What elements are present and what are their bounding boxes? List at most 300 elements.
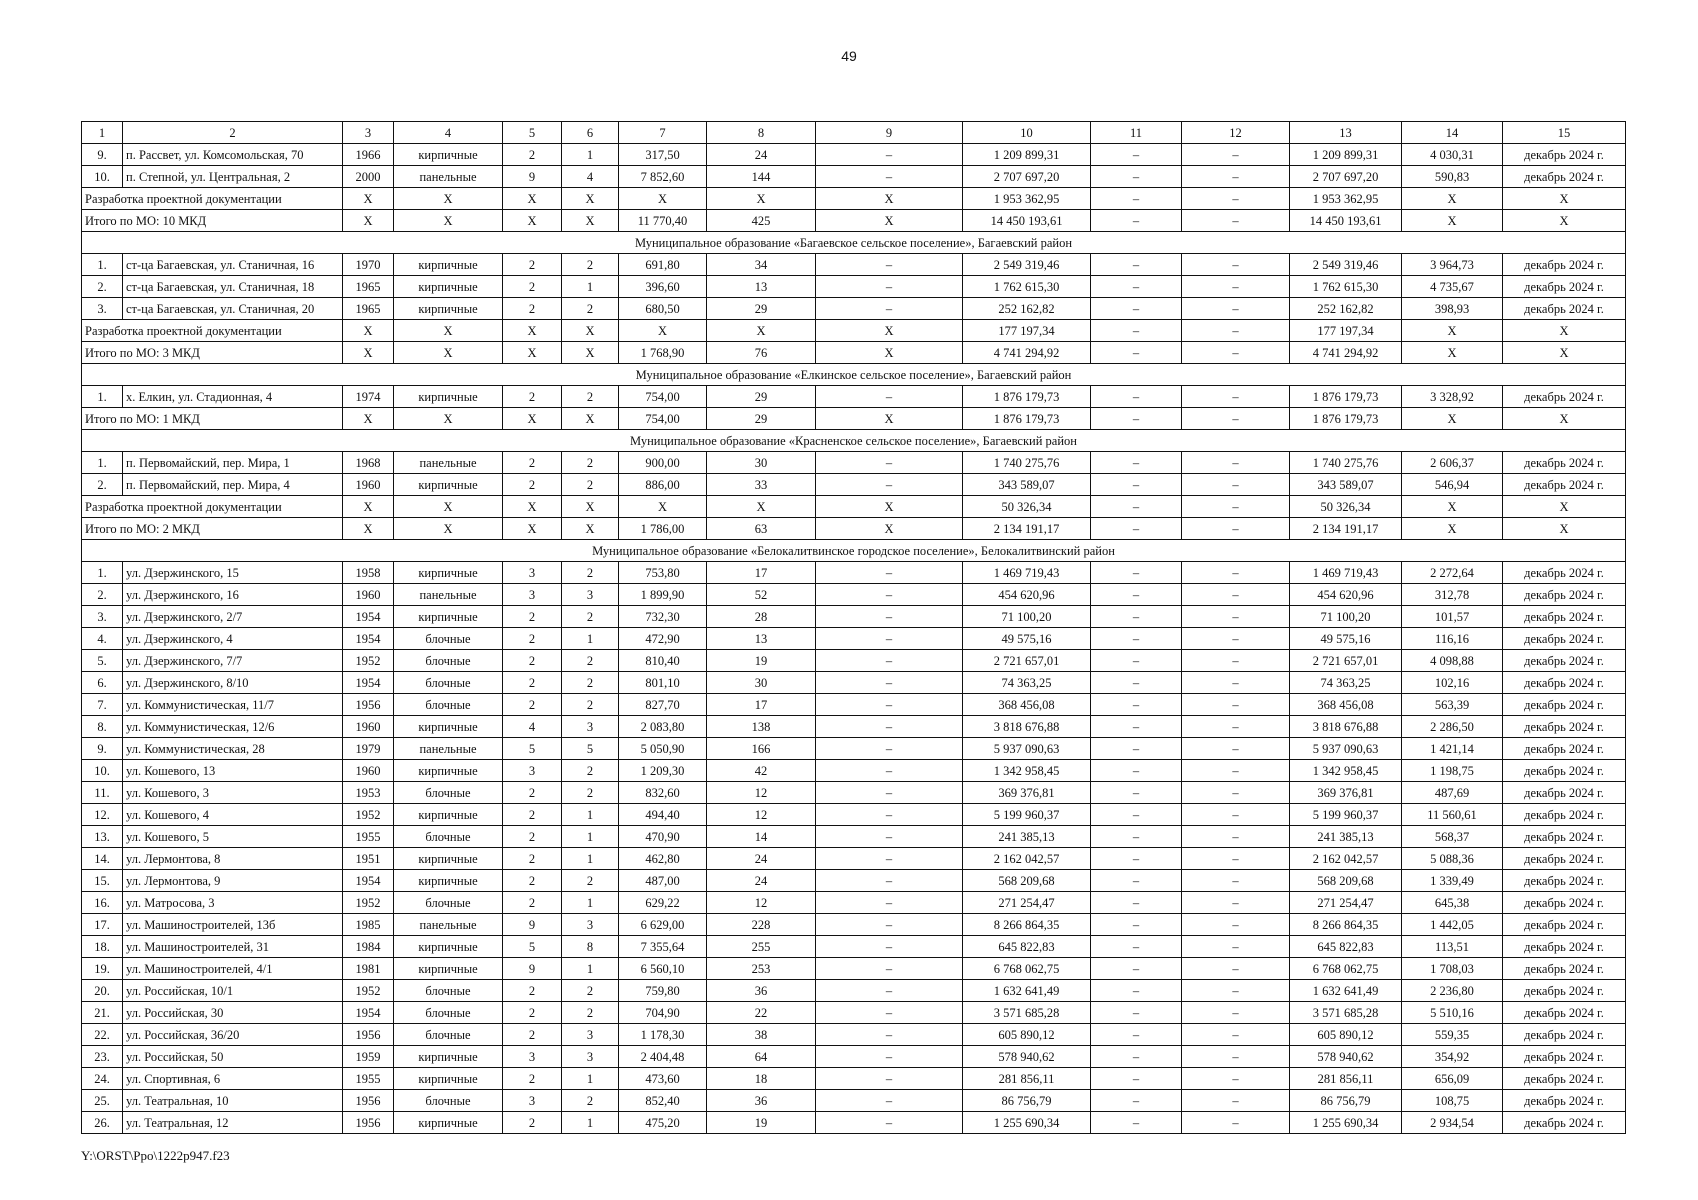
cell-c6: 2 — [562, 650, 619, 672]
cell-c15: декабрь 2024 г. — [1503, 298, 1626, 320]
cell-c8: 64 — [707, 1046, 816, 1068]
cell-c13: 1 876 179,73 — [1290, 386, 1402, 408]
cell-c8: 29 — [707, 386, 816, 408]
cell-c4: X — [394, 496, 503, 518]
cell-c8: 12 — [707, 804, 816, 826]
cell-c7: 487,00 — [619, 870, 707, 892]
cell-c13: 2 549 319,46 — [1290, 254, 1402, 276]
cell-c10: 252 162,82 — [963, 298, 1091, 320]
cell-c15: X — [1503, 320, 1626, 342]
cell-c6: 2 — [562, 672, 619, 694]
cell-c13: 49 575,16 — [1290, 628, 1402, 650]
cell-c3: 1952 — [343, 804, 394, 826]
cell-c7: 462,80 — [619, 848, 707, 870]
table-row — [82, 606, 1626, 628]
building-address: п. Рассвет, ул. Комсомольская, 70 — [123, 144, 343, 166]
cell-c10: 605 890,12 — [963, 1024, 1091, 1046]
cell-c9: – — [816, 694, 963, 716]
cell-c7: 472,90 — [619, 628, 707, 650]
building-address: п. Первомайский, пер. Мира, 1 — [123, 452, 343, 474]
table-row — [82, 1068, 1626, 1090]
cell-c7: 732,30 — [619, 606, 707, 628]
building-address: ул. Машиностроителей, 13б — [123, 914, 343, 936]
cell-c7: 1 786,00 — [619, 518, 707, 540]
cell-c7: 470,90 — [619, 826, 707, 848]
building-address: п. Степной, ул. Центральная, 2 — [123, 166, 343, 188]
building-address: п. Первомайский, пер. Мира, 4 — [123, 474, 343, 496]
cell-c12: – — [1182, 254, 1290, 276]
summary-label: Итого по МО: 3 МКД — [82, 342, 343, 364]
cell-c8: 12 — [707, 782, 816, 804]
table-row — [82, 804, 1626, 826]
cell-c10: 86 756,79 — [963, 1090, 1091, 1112]
cell-c9: – — [816, 584, 963, 606]
cell-c13: 281 856,11 — [1290, 1068, 1402, 1090]
cell-c3: 1958 — [343, 562, 394, 584]
table-row — [82, 386, 1626, 408]
column-number-7: 7 — [619, 122, 707, 144]
cell-c11: – — [1091, 936, 1182, 958]
building-address: ул. Дзержинского, 7/7 — [123, 650, 343, 672]
municipality-title: Муниципальное образование «Багаевское сельское поселение», Багаевский район — [82, 232, 1626, 254]
cell-c13: 2 134 191,17 — [1290, 518, 1402, 540]
cell-c7: 629,22 — [619, 892, 707, 914]
cell-c14: 312,78 — [1402, 584, 1503, 606]
column-number-14: 14 — [1402, 122, 1503, 144]
summary-label: Разработка проектной документации — [82, 188, 343, 210]
cell-c15: декабрь 2024 г. — [1503, 386, 1626, 408]
cell-c15: декабрь 2024 г. — [1503, 606, 1626, 628]
cell-c5: X — [503, 342, 562, 364]
cell-c8: 228 — [707, 914, 816, 936]
table-row — [82, 562, 1626, 584]
cell-c5: 2 — [503, 694, 562, 716]
table-row — [82, 716, 1626, 738]
cell-c9: – — [816, 936, 963, 958]
cell-c11: – — [1091, 298, 1182, 320]
cell-c10: 343 589,07 — [963, 474, 1091, 496]
cell-c9: – — [816, 1112, 963, 1134]
cell-c8: 42 — [707, 760, 816, 782]
cell-c15: декабрь 2024 г. — [1503, 474, 1626, 496]
cell-c13: 1 209 899,31 — [1290, 144, 1402, 166]
row-number: 3. — [82, 298, 123, 320]
cell-c5: 2 — [503, 804, 562, 826]
cell-c10: 1 632 641,49 — [963, 980, 1091, 1002]
cell-c9: – — [816, 606, 963, 628]
cell-c6: 2 — [562, 1090, 619, 1112]
cell-c14: 563,39 — [1402, 694, 1503, 716]
row-number: 11. — [82, 782, 123, 804]
column-number-12: 12 — [1182, 122, 1290, 144]
cell-c6: 3 — [562, 1024, 619, 1046]
cell-c12: – — [1182, 672, 1290, 694]
table-row — [82, 144, 1626, 166]
building-address: ул. Российская, 30 — [123, 1002, 343, 1024]
cell-c9: – — [816, 870, 963, 892]
building-address: ул. Российская, 10/1 — [123, 980, 343, 1002]
cell-c8: 36 — [707, 1090, 816, 1112]
cell-c9: – — [816, 562, 963, 584]
row-number: 22. — [82, 1024, 123, 1046]
cell-c11: – — [1091, 958, 1182, 980]
cell-c9: – — [816, 628, 963, 650]
table-row — [82, 276, 1626, 298]
cell-c10: 6 768 062,75 — [963, 958, 1091, 980]
cell-c13: 2 162 042,57 — [1290, 848, 1402, 870]
cell-c7: 754,00 — [619, 408, 707, 430]
cell-c15: декабрь 2024 г. — [1503, 936, 1626, 958]
row-number: 10. — [82, 166, 123, 188]
cell-c5: 2 — [503, 1024, 562, 1046]
cell-c4: блочные — [394, 1090, 503, 1112]
row-number: 14. — [82, 848, 123, 870]
cell-c3: 1952 — [343, 892, 394, 914]
summary-row — [82, 408, 1626, 430]
cell-c3: 1956 — [343, 694, 394, 716]
cell-c6: 2 — [562, 870, 619, 892]
cell-c13: 5 199 960,37 — [1290, 804, 1402, 826]
cell-c6: 1 — [562, 804, 619, 826]
cell-c15: декабрь 2024 г. — [1503, 1068, 1626, 1090]
cell-c14: X — [1402, 496, 1503, 518]
cell-c15: декабрь 2024 г. — [1503, 166, 1626, 188]
cell-c11: – — [1091, 342, 1182, 364]
cell-c13: 252 162,82 — [1290, 298, 1402, 320]
cell-c10: 8 266 864,35 — [963, 914, 1091, 936]
cell-c5: 9 — [503, 166, 562, 188]
cell-c7: 11 770,40 — [619, 210, 707, 232]
cell-c5: 2 — [503, 1002, 562, 1024]
cell-c6: 8 — [562, 936, 619, 958]
cell-c11: – — [1091, 782, 1182, 804]
cell-c14: 1 339,49 — [1402, 870, 1503, 892]
cell-c8: 29 — [707, 408, 816, 430]
cell-c9: – — [816, 276, 963, 298]
row-number: 26. — [82, 1112, 123, 1134]
building-address: ул. Кошевого, 5 — [123, 826, 343, 848]
cell-c10: 1 876 179,73 — [963, 408, 1091, 430]
cell-c8: 30 — [707, 672, 816, 694]
cell-c12: – — [1182, 892, 1290, 914]
cell-c3: X — [343, 210, 394, 232]
cell-c6: 3 — [562, 716, 619, 738]
cell-c8: 425 — [707, 210, 816, 232]
cell-c7: 1 178,30 — [619, 1024, 707, 1046]
table-row — [82, 848, 1626, 870]
building-address: ул. Кошевого, 3 — [123, 782, 343, 804]
cell-c9: – — [816, 474, 963, 496]
cell-c9: – — [816, 672, 963, 694]
row-number: 3. — [82, 606, 123, 628]
cell-c4: панельные — [394, 166, 503, 188]
cell-c5: 2 — [503, 276, 562, 298]
table-row — [82, 584, 1626, 606]
cell-c12: – — [1182, 650, 1290, 672]
cell-c9: – — [816, 826, 963, 848]
column-number-13: 13 — [1290, 122, 1402, 144]
cell-c3: 1981 — [343, 958, 394, 980]
cell-c14: 590,83 — [1402, 166, 1503, 188]
cell-c13: 368 456,08 — [1290, 694, 1402, 716]
cell-c3: 1954 — [343, 870, 394, 892]
cell-c15: декабрь 2024 г. — [1503, 254, 1626, 276]
cell-c3: X — [343, 320, 394, 342]
cell-c12: – — [1182, 452, 1290, 474]
cell-c7: 475,20 — [619, 1112, 707, 1134]
cell-c15: X — [1503, 210, 1626, 232]
cell-c12: – — [1182, 408, 1290, 430]
row-number: 20. — [82, 980, 123, 1002]
summary-label: Разработка проектной документации — [82, 496, 343, 518]
cell-c14: 1 708,03 — [1402, 958, 1503, 980]
cell-c9: – — [816, 738, 963, 760]
cell-c13: 1 342 958,45 — [1290, 760, 1402, 782]
cell-c4: X — [394, 210, 503, 232]
row-number: 16. — [82, 892, 123, 914]
cell-c14: X — [1402, 342, 1503, 364]
cell-c10: 71 100,20 — [963, 606, 1091, 628]
cell-c9: – — [816, 980, 963, 1002]
cell-c4: блочные — [394, 650, 503, 672]
cell-c7: 1 768,90 — [619, 342, 707, 364]
cell-c15: декабрь 2024 г. — [1503, 804, 1626, 826]
cell-c15: декабрь 2024 г. — [1503, 760, 1626, 782]
cell-c9: – — [816, 848, 963, 870]
cell-c8: 255 — [707, 936, 816, 958]
cell-c13: 1 876 179,73 — [1290, 408, 1402, 430]
cell-c9: – — [816, 254, 963, 276]
cell-c3: 1956 — [343, 1112, 394, 1134]
cell-c6: 3 — [562, 1046, 619, 1068]
cell-c14: 11 560,61 — [1402, 804, 1503, 826]
cell-c12: – — [1182, 1090, 1290, 1112]
cell-c10: 49 575,16 — [963, 628, 1091, 650]
table-row — [82, 738, 1626, 760]
cell-c15: декабрь 2024 г. — [1503, 584, 1626, 606]
cell-c15: X — [1503, 496, 1626, 518]
cell-c8: X — [707, 496, 816, 518]
cell-c12: – — [1182, 342, 1290, 364]
cell-c8: 13 — [707, 628, 816, 650]
cell-c3: 1952 — [343, 650, 394, 672]
cell-c9: – — [816, 650, 963, 672]
cell-c7: X — [619, 320, 707, 342]
cell-c14: 4 098,88 — [1402, 650, 1503, 672]
building-address: ул. Кошевого, 13 — [123, 760, 343, 782]
building-address: ул. Коммунистическая, 28 — [123, 738, 343, 760]
cell-c13: 271 254,47 — [1290, 892, 1402, 914]
cell-c14: 108,75 — [1402, 1090, 1503, 1112]
cell-c8: 24 — [707, 870, 816, 892]
cell-c9: – — [816, 1002, 963, 1024]
cell-c11: – — [1091, 1090, 1182, 1112]
cell-c11: – — [1091, 760, 1182, 782]
table-row — [82, 760, 1626, 782]
cell-c14: 2 236,80 — [1402, 980, 1503, 1002]
page-number: 49 — [841, 48, 857, 64]
summary-row — [82, 210, 1626, 232]
cell-c6: 2 — [562, 980, 619, 1002]
cell-c7: 680,50 — [619, 298, 707, 320]
cell-c5: X — [503, 496, 562, 518]
cell-c12: – — [1182, 936, 1290, 958]
cell-c10: 1 762 615,30 — [963, 276, 1091, 298]
cell-c10: 271 254,47 — [963, 892, 1091, 914]
footer-file-path: Y:\ORST\Ppo\1222p947.f23 — [81, 1148, 230, 1163]
cell-c13: 5 937 090,63 — [1290, 738, 1402, 760]
cell-c13: 2 721 657,01 — [1290, 650, 1402, 672]
cell-c6: X — [562, 210, 619, 232]
row-number: 8. — [82, 716, 123, 738]
cell-c8: 138 — [707, 716, 816, 738]
building-address: х. Елкин, ул. Стадионная, 4 — [123, 386, 343, 408]
cell-c5: 2 — [503, 782, 562, 804]
cell-c14: 102,16 — [1402, 672, 1503, 694]
cell-c10: 3 818 676,88 — [963, 716, 1091, 738]
cell-c13: 1 255 690,34 — [1290, 1112, 1402, 1134]
column-number-11: 11 — [1091, 122, 1182, 144]
cell-c7: 900,00 — [619, 452, 707, 474]
cell-c3: 1965 — [343, 276, 394, 298]
cell-c12: – — [1182, 760, 1290, 782]
cell-c9: – — [816, 782, 963, 804]
cell-c11: – — [1091, 980, 1182, 1002]
cell-c7: 691,80 — [619, 254, 707, 276]
cell-c3: X — [343, 342, 394, 364]
cell-c4: X — [394, 188, 503, 210]
cell-c12: – — [1182, 870, 1290, 892]
cell-c8: 30 — [707, 452, 816, 474]
cell-c7: 7 852,60 — [619, 166, 707, 188]
table-row — [82, 1024, 1626, 1046]
cell-c5: X — [503, 408, 562, 430]
cell-c6: 2 — [562, 298, 619, 320]
cell-c3: 1954 — [343, 628, 394, 650]
cell-c10: 1 209 899,31 — [963, 144, 1091, 166]
cell-c9: – — [816, 958, 963, 980]
cell-c4: кирпичные — [394, 144, 503, 166]
cell-c8: 63 — [707, 518, 816, 540]
cell-c12: – — [1182, 1024, 1290, 1046]
cell-c3: X — [343, 188, 394, 210]
cell-c10: 2 134 191,17 — [963, 518, 1091, 540]
row-number: 2. — [82, 584, 123, 606]
cell-c12: – — [1182, 738, 1290, 760]
summary-row — [82, 188, 1626, 210]
cell-c13: 1 740 275,76 — [1290, 452, 1402, 474]
cell-c9: X — [816, 518, 963, 540]
cell-c4: блочные — [394, 672, 503, 694]
cell-c3: 1960 — [343, 760, 394, 782]
cell-c5: 2 — [503, 254, 562, 276]
cell-c14: 656,09 — [1402, 1068, 1503, 1090]
building-address: ул. Театральная, 12 — [123, 1112, 343, 1134]
cell-c6: X — [562, 496, 619, 518]
cell-c10: 2 707 697,20 — [963, 166, 1091, 188]
cell-c6: 2 — [562, 606, 619, 628]
row-number: 7. — [82, 694, 123, 716]
cell-c5: 2 — [503, 1112, 562, 1134]
summary-label: Итого по МО: 2 МКД — [82, 518, 343, 540]
cell-c13: 3 571 685,28 — [1290, 1002, 1402, 1024]
row-number: 6. — [82, 672, 123, 694]
cell-c5: 2 — [503, 606, 562, 628]
cell-c14: 645,38 — [1402, 892, 1503, 914]
table-row — [82, 452, 1626, 474]
cell-c9: – — [816, 1068, 963, 1090]
cell-c14: 2 272,64 — [1402, 562, 1503, 584]
cell-c11: – — [1091, 804, 1182, 826]
row-number: 5. — [82, 650, 123, 672]
cell-c5: 2 — [503, 144, 562, 166]
cell-c14: 116,16 — [1402, 628, 1503, 650]
cell-c6: 2 — [562, 760, 619, 782]
cell-c15: декабрь 2024 г. — [1503, 848, 1626, 870]
cell-c6: 1 — [562, 892, 619, 914]
cell-c7: 1 209,30 — [619, 760, 707, 782]
cell-c4: кирпичные — [394, 804, 503, 826]
cell-c4: кирпичные — [394, 1068, 503, 1090]
building-address: ст-ца Багаевская, ул. Станичная, 20 — [123, 298, 343, 320]
cell-c4: блочные — [394, 826, 503, 848]
cell-c12: – — [1182, 914, 1290, 936]
cell-c6: 2 — [562, 452, 619, 474]
summary-label: Итого по МО: 10 МКД — [82, 210, 343, 232]
cell-c3: 2000 — [343, 166, 394, 188]
cell-c10: 281 856,11 — [963, 1068, 1091, 1090]
housing-repair-table — [81, 121, 1626, 1134]
cell-c6: 2 — [562, 386, 619, 408]
column-number-5: 5 — [503, 122, 562, 144]
cell-c12: – — [1182, 628, 1290, 650]
cell-c3: 1954 — [343, 606, 394, 628]
cell-c10: 2 549 319,46 — [963, 254, 1091, 276]
cell-c10: 1 953 362,95 — [963, 188, 1091, 210]
cell-c14: 3 328,92 — [1402, 386, 1503, 408]
cell-c7: 317,50 — [619, 144, 707, 166]
cell-c4: кирпичные — [394, 474, 503, 496]
cell-c5: 3 — [503, 562, 562, 584]
cell-c11: – — [1091, 1024, 1182, 1046]
cell-c4: кирпичные — [394, 936, 503, 958]
cell-c11: – — [1091, 188, 1182, 210]
cell-c5: 3 — [503, 584, 562, 606]
column-number-8: 8 — [707, 122, 816, 144]
cell-c12: – — [1182, 848, 1290, 870]
cell-c12: – — [1182, 166, 1290, 188]
cell-c11: – — [1091, 320, 1182, 342]
cell-c5: 3 — [503, 1046, 562, 1068]
cell-c4: панельные — [394, 738, 503, 760]
cell-c13: 50 326,34 — [1290, 496, 1402, 518]
cell-c7: 396,60 — [619, 276, 707, 298]
cell-c7: 852,40 — [619, 1090, 707, 1112]
cell-c9: – — [816, 914, 963, 936]
cell-c9: – — [816, 1046, 963, 1068]
cell-c14: 559,35 — [1402, 1024, 1503, 1046]
cell-c8: 17 — [707, 694, 816, 716]
municipality-section-row — [82, 364, 1626, 386]
row-number: 10. — [82, 760, 123, 782]
cell-c12: – — [1182, 518, 1290, 540]
row-number: 12. — [82, 804, 123, 826]
cell-c4: блочные — [394, 892, 503, 914]
cell-c14: 2 606,37 — [1402, 452, 1503, 474]
cell-c11: – — [1091, 826, 1182, 848]
cell-c7: 801,10 — [619, 672, 707, 694]
cell-c9: X — [816, 210, 963, 232]
